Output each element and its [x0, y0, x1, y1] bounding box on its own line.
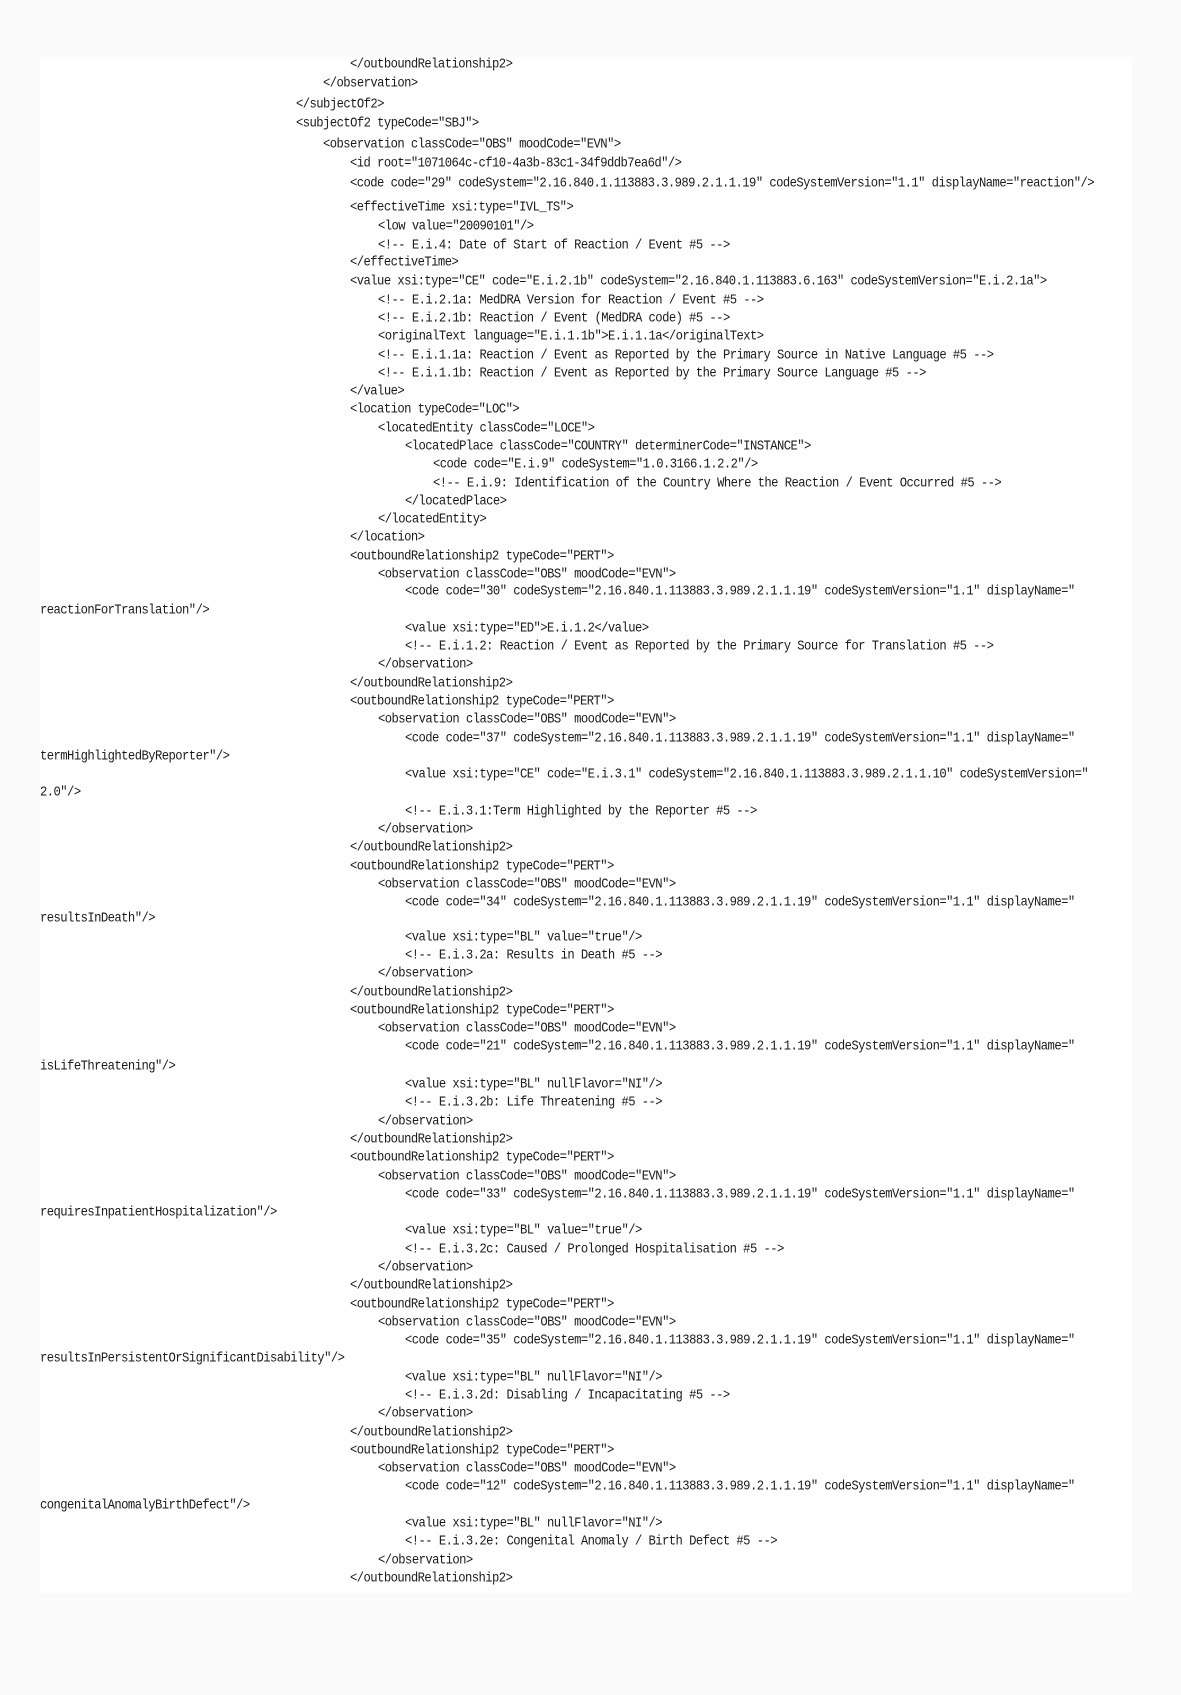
xml-line: <observation classCode="OBS" moodCode="EVN"> — [378, 876, 676, 892]
xml-line: </locatedPlace> — [405, 493, 507, 509]
xml-line: <code code="12" codeSystem="2.16.840.1.113883.3.989.2.1.1.19" codeSystemVersion="1.1" displayName=" — [405, 1478, 1075, 1494]
xml-line: <value xsi:type="CE" code="E.i.3.1" codeSystem="2.16.840.1.113883.3.989.2.1.1.10" codeSystemVersion=" — [405, 766, 1089, 782]
xml-line: </observation> — [378, 1259, 473, 1275]
xml-line: </observation> — [378, 656, 473, 672]
xml-line: <code code="33" codeSystem="2.16.840.1.113883.3.989.2.1.1.19" codeSystemVersion="1.1" displayName=" — [405, 1186, 1075, 1202]
xml-line: <location typeCode="LOC"> — [350, 401, 520, 417]
xml-wrapped-line: reactionForTranslation"/> — [40, 602, 210, 618]
xml-line: <!-- E.i.1.1b: Reaction / Event as Reported by the Primary Source Language #5 --> — [378, 365, 926, 381]
xml-line: <code code="30" codeSystem="2.16.840.1.113883.3.989.2.1.1.19" codeSystemVersion="1.1" displayName=" — [405, 583, 1075, 599]
xml-line: <outboundRelationship2 typeCode="PERT"> — [350, 1149, 614, 1165]
xml-line: </outboundRelationship2> — [350, 839, 513, 855]
xml-wrapped-line: termHighlightedByReporter"/> — [40, 748, 230, 764]
xml-line: </observation> — [323, 75, 418, 91]
xml-line: <outboundRelationship2 typeCode="PERT"> — [350, 548, 614, 564]
xml-line: <effectiveTime xsi:type="IVL_TS"> — [350, 199, 574, 215]
xml-wrapped-line: resultsInPersistentOrSignificantDisability"/> — [40, 1350, 345, 1366]
xml-line: <!-- E.i.9: Identification of the Country Where the Reaction / Event Occurred #5 --> — [433, 475, 1002, 491]
xml-line: <code code="34" codeSystem="2.16.840.1.113883.3.989.2.1.1.19" codeSystemVersion="1.1" displayName=" — [405, 894, 1075, 910]
xml-line: <!-- E.i.3.2e: Congenital Anomaly / Birth Defect #5 --> — [405, 1533, 778, 1549]
xml-line: <!-- E.i.1.2: Reaction / Event as Reported by the Primary Source for Translation #5 --> — [405, 638, 994, 654]
xml-line: <value xsi:type="BL" nullFlavor="NI"/> — [405, 1369, 663, 1385]
xml-line: </observation> — [378, 821, 473, 837]
xml-line: </outboundRelationship2> — [350, 984, 513, 1000]
xml-line: <!-- E.i.3.2a: Results in Death #5 --> — [405, 947, 663, 963]
xml-line: <outboundRelationship2 typeCode="PERT"> — [350, 1442, 614, 1458]
xml-line: <!-- E.i.1.1a: Reaction / Event as Reported by the Primary Source in Native Language #5 --> — [378, 347, 994, 363]
xml-line: </outboundRelationship2> — [350, 1131, 513, 1147]
xml-line: <code code="21" codeSystem="2.16.840.1.113883.3.989.2.1.1.19" codeSystemVersion="1.1" displayName=" — [405, 1038, 1075, 1054]
xml-line: <!-- E.i.2.1b: Reaction / Event (MedDRA code) #5 --> — [378, 310, 730, 326]
xml-line: <observation classCode="OBS" moodCode="EVN"> — [378, 1314, 676, 1330]
xml-line: <code code="29" codeSystem="2.16.840.1.113883.3.989.2.1.1.19" codeSystemVersion="1.1" displayName="reaction"/> — [350, 175, 1095, 191]
xml-line: <code code="E.i.9" codeSystem="1.0.3166.1.2.2"/> — [433, 456, 758, 472]
xml-line: </observation> — [378, 1552, 473, 1568]
xml-line: <value xsi:type="BL" nullFlavor="NI"/> — [405, 1515, 663, 1531]
xml-line: </observation> — [378, 965, 473, 981]
xml-line: <originalText language="E.i.1.1b">E.i.1.1a</originalText> — [378, 328, 764, 344]
xml-line: <!-- E.i.3.2d: Disabling / Incapacitating #5 --> — [405, 1387, 730, 1403]
xml-line: <code code="37" codeSystem="2.16.840.1.113883.3.989.2.1.1.19" codeSystemVersion="1.1" displayName=" — [405, 730, 1075, 746]
xml-line: </outboundRelationship2> — [350, 56, 513, 72]
xml-line: <!-- E.i.3.1:Term Highlighted by the Reporter #5 --> — [405, 803, 757, 819]
xml-line: <observation classCode="OBS" moodCode="EVN"> — [378, 1168, 676, 1184]
xml-line: </locatedEntity> — [378, 511, 487, 527]
xml-line: <id root="1071064c-cf10-4a3b-83c1-34f9ddb7ea6d"/> — [350, 155, 682, 171]
xml-line: </observation> — [378, 1113, 473, 1129]
xml-line: <outboundRelationship2 typeCode="PERT"> — [350, 1296, 614, 1312]
xml-line: <observation classCode="OBS" moodCode="EVN"> — [378, 1460, 676, 1476]
xml-line: <observation classCode="OBS" moodCode="EVN"> — [378, 566, 676, 582]
xml-line: </outboundRelationship2> — [350, 1570, 513, 1586]
xml-line: <value xsi:type="BL" value="true"/> — [405, 1222, 642, 1238]
xml-line: <value xsi:type="CE" code="E.i.2.1b" codeSystem="2.16.840.1.113883.6.163" codeSystemVersion="E.i.2.1a"> — [350, 273, 1047, 289]
xml-line: </effectiveTime> — [350, 254, 459, 270]
xml-line: </outboundRelationship2> — [350, 1424, 513, 1440]
xml-line: <locatedEntity classCode="LOCE"> — [378, 420, 595, 436]
xml-wrapped-line: 2.0"/> — [40, 784, 81, 800]
xml-line: </outboundRelationship2> — [350, 675, 513, 691]
xml-line: <code code="35" codeSystem="2.16.840.1.113883.3.989.2.1.1.19" codeSystemVersion="1.1" displayName=" — [405, 1332, 1075, 1348]
xml-line: </observation> — [378, 1405, 473, 1421]
xml-line: </location> — [350, 529, 425, 545]
xml-wrapped-line: requiresInpatientHospitalization"/> — [40, 1204, 277, 1220]
xml-line: <!-- E.i.3.2b: Life Threatening #5 --> — [405, 1094, 663, 1110]
xml-line: <value xsi:type="ED">E.i.1.2</value> — [405, 620, 649, 636]
xml-line: <observation classCode="OBS" moodCode="EVN"> — [378, 711, 676, 727]
xml-wrapped-line: congenitalAnomalyBirthDefect"/> — [40, 1497, 250, 1513]
xml-line: </value> — [350, 383, 405, 399]
xml-line: <outboundRelationship2 typeCode="PERT"> — [350, 858, 614, 874]
xml-line: <!-- E.i.3.2c: Caused / Prolonged Hospitalisation #5 --> — [405, 1241, 784, 1257]
xml-line: <!-- E.i.2.1a: MedDRA Version for Reaction / Event #5 --> — [378, 292, 764, 308]
xml-line: <subjectOf2 typeCode="SBJ"> — [296, 115, 479, 131]
xml-line: <!-- E.i.4: Date of Start of Reaction / Event #5 --> — [378, 237, 730, 253]
xml-line: <outboundRelationship2 typeCode="PERT"> — [350, 1002, 614, 1018]
xml-line: <value xsi:type="BL" nullFlavor="NI"/> — [405, 1076, 663, 1092]
xml-line: <outboundRelationship2 typeCode="PERT"> — [350, 693, 614, 709]
xml-wrapped-line: isLifeThreatening"/> — [40, 1058, 176, 1074]
xml-line: <observation classCode="OBS" moodCode="EVN"> — [378, 1020, 676, 1036]
xml-line: <low value="20090101"/> — [378, 218, 534, 234]
xml-wrapped-line: resultsInDeath"/> — [40, 910, 155, 926]
xml-line: </outboundRelationship2> — [350, 1277, 513, 1293]
xml-line: <locatedPlace classCode="COUNTRY" determinerCode="INSTANCE"> — [405, 438, 811, 454]
xml-line: </subjectOf2> — [296, 96, 384, 112]
xml-line: <value xsi:type="BL" value="true"/> — [405, 929, 642, 945]
xml-line: <observation classCode="OBS" moodCode="EVN"> — [323, 136, 621, 152]
